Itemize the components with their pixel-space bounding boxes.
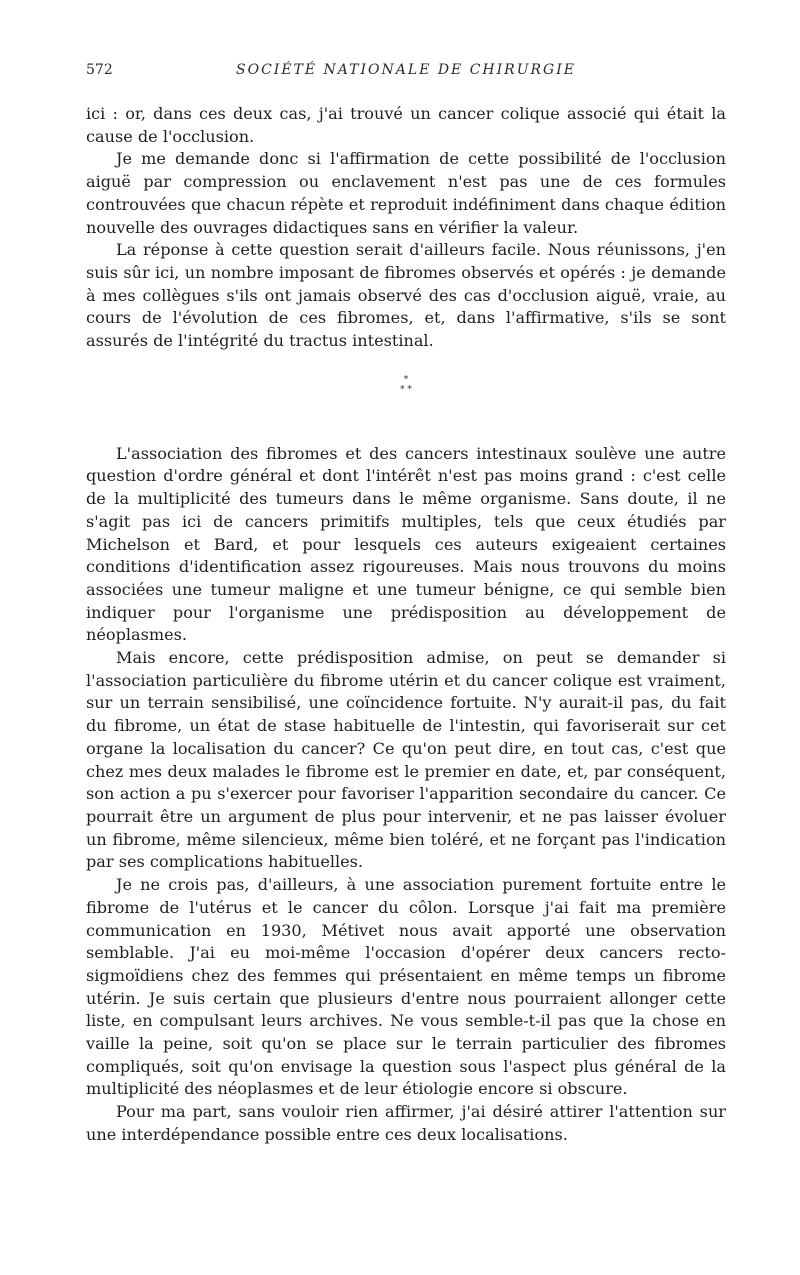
paragraph-continuation: ici : or, dans ces deux cas, j'ai trouvé un cancer colique associé qui était la cause de l'occlusion. — [86, 104, 726, 146]
paragraph: L'association des fibromes et des cancers intestinaux soulève une autre question d'ordre général et dont l'intérêt n'est pas moins grand : c'est celle de la multiplicité des tumeurs dans le même organisme. Sans doute, il ne s'agit pas ici de cancers primitifs multiples, tels que ceux étudiés par Michelson et Bard, et pour lesquels ces auteurs exigeaient certaines conditions d'identification assez rigoureuses. Mais nous trouvons du moins associées une tumeur maligne et une tumeur bénigne, ce qui semble bien indiquer pour l'organisme une prédisposition au développement de néoplasmes. — [86, 443, 726, 645]
asterism-top: * — [403, 374, 409, 385]
paragraph: Mais encore, cette prédisposition admise, on peut se demander si l'association particulière du fibrome utérin et du cancer colique est vraiment, sur un terrain sensibilisé, une coïncidence fortuite. N'y aurait-il pas, du fait du fibrome, un état de stase habituelle de l'intestin, qui favoriserait sur cet organe la localisation du cancer? Ce qu'on peut dire, en tout cas, c'est que chez mes deux malades le fibrome est le premier en date, et, par conséquent, son action a pu s'exercer pour favoriser l'apparition secondaire du cancer. Ce pourrait être un argument de plus pour intervenir, et ne pas laisser évoluer un fibrome, même silencieux, même bien toléré, et ne forçant pas l'indication par ses complications habituelles. — [86, 648, 726, 872]
asterism-bottom: * * — [400, 384, 412, 395]
section-separator — [86, 353, 726, 443]
paragraph: La réponse à cette question serait d'ailleurs facile. Nous réunissons, j'en suis sûr ici, un nombre imposant de fibromes observés et opérés : je demande à mes collègues s'ils ont jamais observé des cas d'occlusion aiguë, vraie, au cours de l'évolution de ces fibromes, et, dans l'affirmative, s'ils se sont assurés de l'intégrité du tractus intestinal. — [86, 240, 726, 351]
page-number: 572 — [86, 62, 113, 78]
running-title: SOCIÉTÉ NATIONALE DE CHIRURGIE — [236, 62, 576, 78]
paragraph: Je ne crois pas, d'ailleurs, à une association purement fortuite entre le fibrome de l'utérus et le cancer du côlon. Lorsque j'ai fait ma première communication en 1930, Métivet nous avait apporté une observation semblable. J'ai eu moi-même l'occasion d'opérer deux cancers recto-sigmoïdiens chez des femmes qui présentaient en même temps un fibrome utérin. Je suis certain que plusieurs d'entre nous pourraient allonger cette liste, en compulsant leurs archives. Ne vous semble-t-il pas que la chose en vaille la peine, soit qu'on se place sur le terrain particulier des fibromes compliqués, soit qu'on envisage la question sous l'aspect plus général de la multiplicité des néoplasmes et de leur étiologie encore si obscure. — [86, 875, 726, 1099]
page-header — [86, 62, 726, 86]
paragraph: Pour ma part, sans vouloir rien affirmer, j'ai désiré attirer l'attention sur une interdépendance possible entre ces deux localisations. — [86, 1102, 726, 1144]
body-text — [86, 103, 726, 1147]
asterism — [86, 375, 726, 395]
paragraph: Je me demande donc si l'affirmation de cette possibilité de l'occlusion aiguë par compression ou enclavement n'est pas une de ces formules controuvées que chacun répète et reproduit indéfiniment dans chaque édition nouvelle des ouvrages didactiques sans en vérifier la valeur. — [86, 149, 726, 237]
